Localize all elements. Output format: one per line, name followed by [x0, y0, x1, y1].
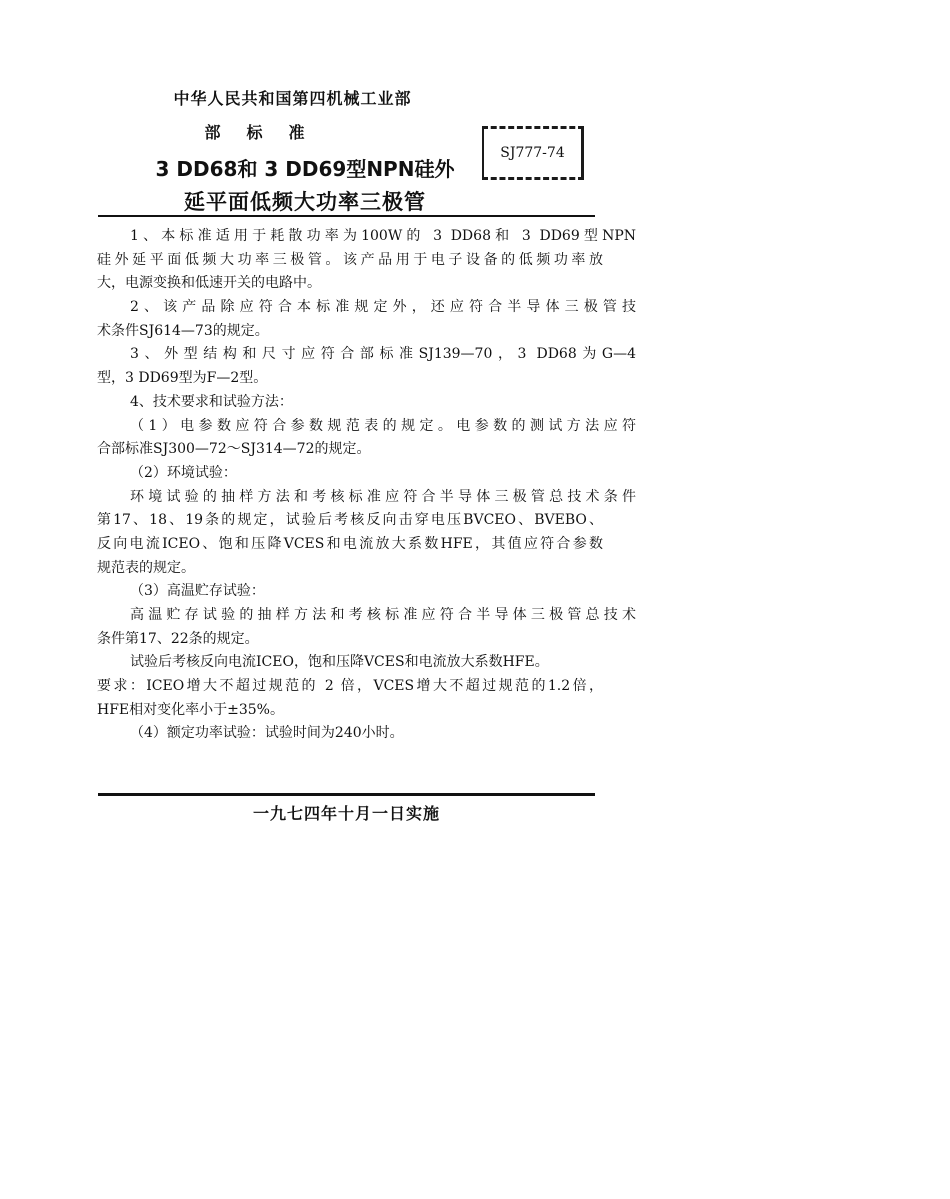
body-line: 要求：ICEO增大不超过规范的 2 倍，VCES增大不超过规范的1.2倍， [97, 678, 603, 695]
body-line: 硅外延平面低频大功率三极管。该产品用于电子设备的低频功率放 [97, 251, 603, 268]
ministry-name: 中华人民共和国第四机械工业部 [173, 89, 412, 108]
body-line: （4）额定功率试验：试验时间为240小时。 [130, 725, 404, 742]
body-line: 高温贮存试验的抽样方法和考核标准应符合半导体三极管总技术 [130, 607, 636, 623]
body-line: 第17、18、19条的规定，试验后考核反向击穿电压BVCEO、BVEBO、 [97, 512, 603, 529]
body-line: 环境试验的抽样方法和考核标准应符合半导体三极管总技术条件 [130, 488, 636, 505]
body-line: 3、外型结构和尺寸应符合部标准SJ139—70，3 DD68为G—4 [130, 346, 636, 363]
document-body [97, 225, 636, 746]
footer-divider [98, 793, 595, 796]
body-line: HFE相对变化率小于±35%。 [97, 701, 284, 718]
body-line: 反向电流ICEO、饱和压降VCES和电流放大系数HFE，其值应符合参数 [97, 535, 603, 552]
body-line: 规范表的规定。 [97, 559, 195, 576]
body-line: 1、本标准适用于耗散功率为100W的 3 DD68和 3 DD69型NPN [130, 228, 636, 244]
body-line: 型，3 DD69型为F—2型。 [97, 370, 268, 387]
body-line: 条件第17、22条的规定。 [97, 630, 259, 647]
effective-date: 一九七四年十月一日实施 [252, 804, 440, 823]
body-line: （1）电参数应符合参数规范表的规定。电参数的测试方法应符 [130, 417, 636, 434]
body-line: 合部标准SJ300—72～SJ314—72的规定。 [97, 441, 371, 458]
header-divider [98, 215, 595, 217]
body-line: 试验后考核反向电流ICEO，饱和压降VCES和电流放大系数HFE。 [130, 654, 549, 671]
standard-code-box [482, 126, 584, 180]
body-line: 大，电源变换和低速开关的电路中。 [97, 275, 321, 292]
standard-code: SJ777-74 [500, 145, 565, 161]
standard-type-label: 部标准 [204, 123, 331, 142]
body-line: 2、该产品除应符合本标准规定外，还应符合半导体三极管技 [130, 299, 636, 316]
body-line: 术条件SJ614—73的规定。 [97, 322, 269, 339]
body-line: 4、技术要求和试验方法： [130, 393, 293, 410]
document-title-line-1: 3 DD68和 3 DD69型NPN硅外 [155, 157, 455, 181]
body-line: （3）高温贮存试验： [130, 583, 265, 600]
document-title-line-2: 延平面低频大功率三极管 [184, 190, 426, 214]
body-line: （2）环境试验： [130, 464, 237, 481]
